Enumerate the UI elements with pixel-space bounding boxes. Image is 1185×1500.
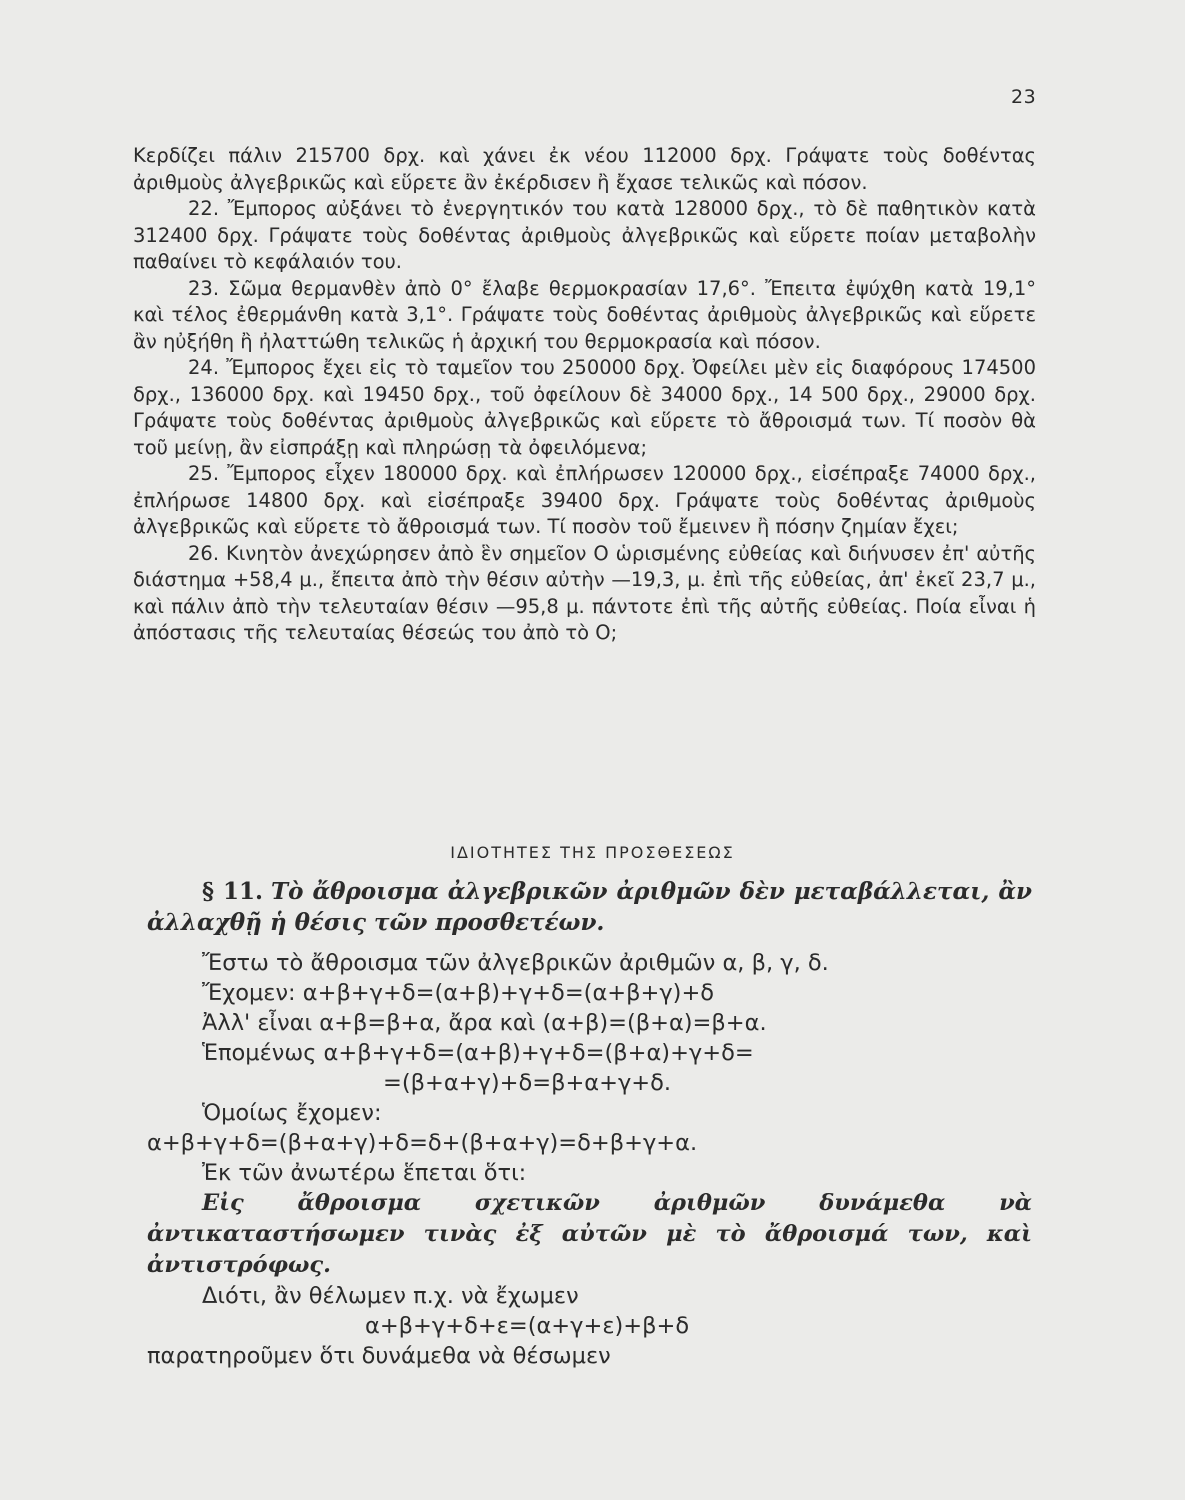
math-line-6: Ὁμοίως ἔχομεν: bbox=[202, 1100, 382, 1126]
math-line-2: Ἔχομεν: α+β+γ+δ=(α+β)+γ+δ=(α+β+γ)+δ bbox=[202, 980, 715, 1006]
math-line-7: α+β+γ+δ=(β+α+γ)+δ=δ+(β+α+γ)=δ+β+γ+α. bbox=[147, 1130, 698, 1156]
section-11-title bbox=[147, 876, 1032, 938]
math-line-4: Ἑπομένως α+β+γ+δ=(α+β)+γ+δ=(β+α)+γ+δ= bbox=[202, 1040, 754, 1066]
exercise-paragraph-continued: Κερδίζει πάλιν 215700 δρχ. καὶ χάνει ἐκ νέου 112000 δρχ. Γράψατε τοὺς δοθέντας ἀριθμοὺς ἀλγεβρικῶς καὶ εὕρετε ἂν ἐκέρδισεν ἢ ἔχασε τελικῶς καὶ πόσον. bbox=[133, 144, 1036, 194]
rule-statement: Εἰς ἄθροισμα σχετικῶν ἀριθμῶν δυνάμεθα νὰ ἀντικαταστήσωμεν τινὰς ἐξ αὐτῶν μὲ τὸ ἄθροισμά των, καὶ ἀντιστρόφως. bbox=[147, 1190, 1032, 1278]
exercise-24: 24. Ἔμπορος ἔχει εἰς τὸ ταμεῖον του 250000 δρχ. Ὀφείλει μὲν εἰς διαφόρους 174500 δρχ., 136000 δρχ. καὶ 19450 δρχ., τοῦ ὀφείλουν δὲ 34000 δρχ., 14 500 δρχ., 29000 δρχ. Γράψατε τοὺς δοθέντας ἀριθμοὺς ἀλγεβρικῶς καὶ εὕρετε τὸ ἄθροισμά των. Τί ποσὸν θὰ τοῦ μείνῃ, ἂν εἰσπράξῃ καὶ πληρώσῃ τὰ ὀφειλόμενα; bbox=[133, 356, 1036, 459]
section-number: § 11. bbox=[202, 878, 264, 905]
exercise-23: 23. Σῶμα θερμανθὲν ἀπὸ 0° ἔλαβε θερμοκρασίαν 17,6°. Ἔπειτα ἐψύχθη κατὰ 19,1° καὶ τέλος ἐθερμάνθη κατὰ 3,1°. Γράψατε τοὺς δοθέντας ἀριθμοὺς ἀλγεβρικῶς καὶ εὕρετε ἂν ηὐξήθη ἢ ἠλαττώθη τελικῶς ἡ ἀρχική του θερμοκρασία καὶ πόσον. bbox=[133, 276, 1036, 353]
section-heading: ΙΔΙΟΤΗΤΕΣ ΤΗΣ ΠΡΟΣΘΕΣΕΩΣ bbox=[450, 843, 735, 862]
math-line-8: Ἐκ τῶν ἀνωτέρω ἕπεται ὅτι: bbox=[202, 1160, 527, 1186]
math-line-1: Ἔστω τὸ ἄθροισμα τῶν ἀλγεβρικῶν ἀριθμῶν α, β, γ, δ. bbox=[202, 950, 829, 976]
exercise-25: 25. Ἔμπορος εἶχεν 180000 δρχ. καὶ ἐπλήρωσεν 120000 δρχ., εἰσέπραξε 74000 δρχ., ἐπλήρωσε 14800 δρχ. καὶ εἰσέπραξε 39400 δρχ. Γράψατε τοὺς δοθέντας ἀριθμοὺς ἀλγεβρικῶς καὶ εὕρετε τὸ ἄθροισμά των. Τί ποσὸν τοῦ ἔμεινεν ἢ πόσην ζημίαν ἔχει; bbox=[133, 462, 1036, 538]
page-number: 23 bbox=[1011, 86, 1037, 108]
closing-line-1: Διότι, ἂν θέλωμεν π.χ. νὰ ἔχωμεν bbox=[202, 1283, 579, 1309]
closing-line-3: παρατηροῦμεν ὅτι δυνάμεθα νὰ θέσωμεν bbox=[147, 1343, 611, 1369]
math-line-3: Ἀλλ' εἶναι α+β=β+α, ἄρα καὶ (α+β)=(β+α)=β+α. bbox=[202, 1010, 767, 1036]
section-title-text: Τὸ ἄθροισμα ἀλγεβρικῶν ἀριθμῶν δὲν μεταβάλλεται, ἂν ἀλλαχθῇ ἡ θέσις τῶν προσθετέων. bbox=[147, 878, 1032, 936]
exercise-list bbox=[133, 143, 1036, 647]
exercise-26: 26. Κινητὸν ἀνεχώρησεν ἀπὸ ἓν σημεῖον Ο ὡρισμένης εὐθείας καὶ διήνυσεν ἐπ' αὐτῆς διάστημα +58,4 μ., ἔπειτα ἀπὸ τὴν θέσιν αὐτὴν —19,3, μ. ἐπὶ τῆς εὐθείας, ἀπ' ἐκεῖ 23,7 μ., καὶ πάλιν ἀπὸ τὴν τελευταίαν θέσιν —95,8 μ. πάντοτε ἐπὶ τῆς αὐτῆς εὐθείας. Ποία εἶναι ἡ ἀπόστασις τῆς τελευταίας θέσεώς του ἀπὸ τὸ Ο; bbox=[133, 541, 1036, 644]
closing-line-2: α+β+γ+δ+ε=(α+γ+ε)+β+δ bbox=[365, 1313, 690, 1339]
derivation bbox=[147, 948, 1032, 1371]
exercise-22: 22. Ἔμπορος αὐξάνει τὸ ἐνεργητικόν του κατὰ 128000 δρχ., τὸ δὲ παθητικὸν κατὰ 312400 δρχ. Γράψατε τοὺς δοθέντας ἀριθμοὺς ἀλγεβρικῶς καὶ εὕρετε ποίαν μεταβολὴν παθαίνει τὸ κεφάλαιόν του. bbox=[133, 197, 1036, 273]
math-line-5: =(β+α+γ)+δ=β+α+γ+δ. bbox=[383, 1070, 672, 1096]
